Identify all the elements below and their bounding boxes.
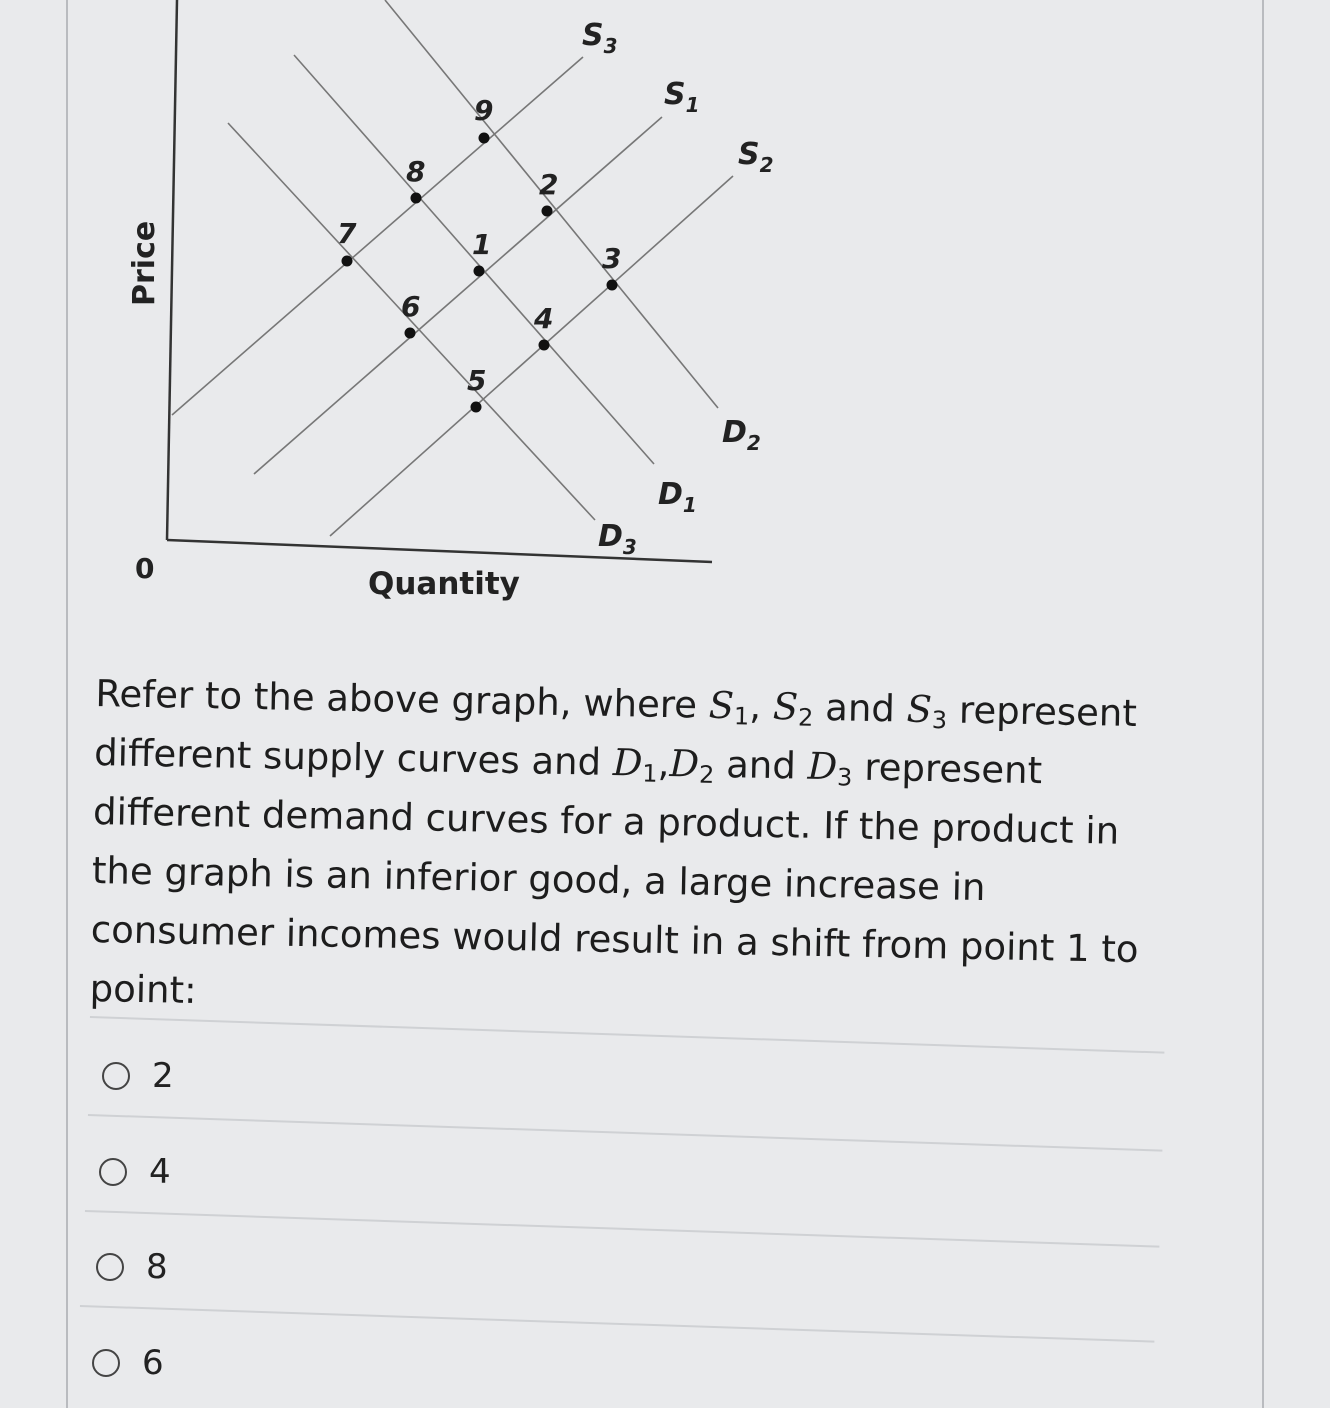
answer-option-6[interactable]: [92, 1343, 164, 1383]
supply-curve-s1: [254, 117, 662, 474]
supply-demand-graph: [0, 0, 1330, 640]
option-label: 2: [152, 1056, 174, 1096]
label-s3: $S_3$: [582, 18, 618, 58]
point-8: [411, 193, 422, 204]
point-label-4: 4: [534, 302, 554, 335]
divider: [88, 1114, 1162, 1152]
origin-label: 0: [135, 552, 155, 585]
label-s2: $S_2$: [738, 137, 774, 177]
x-axis-label: Quantity: [368, 566, 520, 602]
point-7: [342, 256, 353, 267]
question-text: Refer to the above graph, where $S_1$, $S_2$ and $S_3$ represent different supply curves and $D_1,D_2$ and $D_3$ represent different demand curves for a product. If the product in the graph is an inferior good, a large increase in consumer incomes would result in a shift from point 1 to point:: [89, 671, 1139, 1012]
label-d1: $D_1$: [658, 477, 697, 517]
answer-option-4[interactable]: [99, 1152, 171, 1192]
divider: [85, 1210, 1159, 1248]
supply-curve-s3: [172, 57, 583, 415]
point-label-3: 3: [602, 242, 622, 275]
option-label: 6: [142, 1343, 164, 1383]
answer-option-8[interactable]: [96, 1247, 168, 1287]
y-axis: [167, 0, 177, 540]
radio-button[interactable]: [102, 1062, 130, 1090]
divider: [80, 1305, 1154, 1343]
point-label-9: 9: [474, 94, 494, 127]
point-label-1: 1: [472, 228, 492, 261]
point-9: [479, 133, 490, 144]
point-label-5: 5: [467, 364, 487, 397]
radio-button[interactable]: [96, 1253, 124, 1281]
point-3: [607, 280, 618, 291]
point-label-2: 2: [539, 168, 559, 201]
point-6: [405, 328, 416, 339]
radio-button[interactable]: [92, 1349, 120, 1377]
answer-option-2[interactable]: [102, 1056, 174, 1096]
label-d3: $D_3$: [598, 519, 637, 559]
label-d2: $D_2$: [722, 415, 761, 455]
radio-button[interactable]: [99, 1158, 127, 1186]
option-label: 4: [149, 1152, 171, 1192]
option-label: 8: [146, 1247, 168, 1287]
point-1: [474, 266, 485, 277]
point-label-8: 8: [406, 155, 426, 188]
label-s1: $S_1$: [664, 77, 700, 117]
point-label-7: 7: [337, 217, 357, 250]
y-axis-label: Price: [127, 220, 162, 306]
point-5: [471, 402, 482, 413]
point-4: [539, 340, 550, 351]
point-2: [542, 206, 553, 217]
point-label-6: 6: [401, 290, 421, 323]
